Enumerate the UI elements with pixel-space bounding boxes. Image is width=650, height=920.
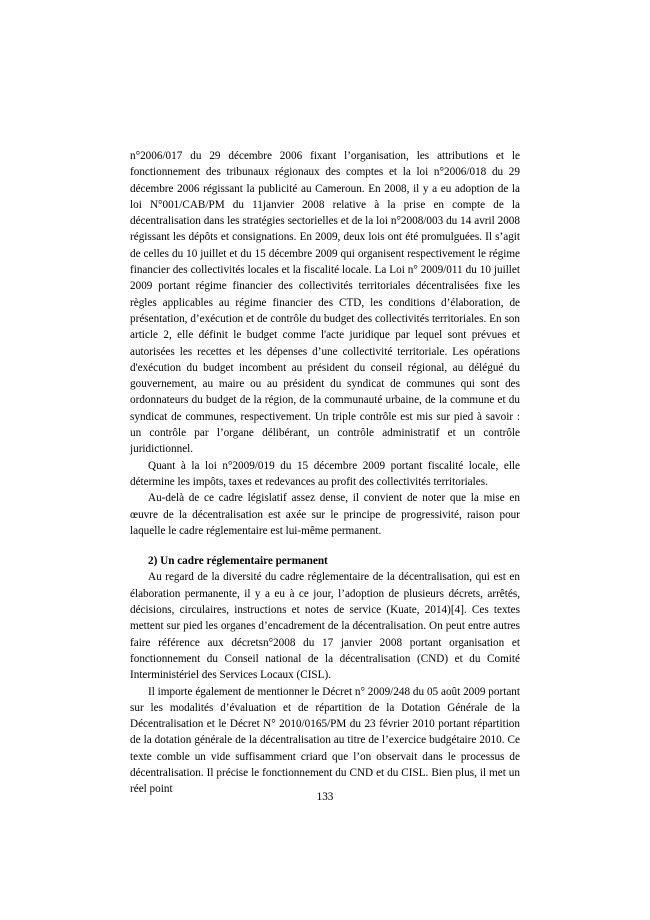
paragraph-textes-reglementaires: Au regard de la diversité du cadre réglementaire de la décentralisation, qui est en élaboration permanente, il y a eu à ce jour, l’adoption de plusieurs décrets, arrêtés, décisions, circulaires, instructions et notes de service (Kuate, 2014)[4]. Ces textes mettent sur pied les organes d’encadrement de la décentralisation. On peut entre autres faire référence aux décretsn°2008 du 17 janvier 2008 portant organisation et fonctionnement du Conseil national de la décentralisation (CND) et du Comité Interministériel des Services Locaux (CISL). <box>130 571 520 682</box>
paragraph-fiscalite-locale: Quant à la loi n°2009/019 du 15 décembre 2009 portant fiscalité locale, elle détermine les impôts, taxes et redevances au profit des collectivités territoriales. <box>130 459 520 488</box>
paragraph-progressivite: Au-delà de ce cadre législatif assez dense, il convient de noter que la mise en œuvre de la décentralisation est axée sur le principe de progressivité, raison pour laquelle le cadre réglementaire est lui-même permanent. <box>130 492 520 537</box>
paragraph-decret-dotation: Il importe également de mentionner le Décret n° 2009/248 du 05 août 2009 portant sur les modalités d’évaluation et de répartition de la Dotation Générale de la Décentralisation et le Décret N° 2010/0165/PM du 23 février 2010 portant répartition de la dotation générale de la décentralisation au titre de l’exercice budgétaire 2010. Ce texte comble un vide suffisamment criard que l’on observait dans le processus de décentralisation. Il précise le fonctionnement du CND et du CISL. Bien plus, il met un réel point <box>130 685 520 796</box>
page-number: 133 <box>316 791 334 803</box>
paragraph-continued: n°2006/017 du 29 décembre 2006 fixant l’organisation, les attributions et le fonctionnement des tribunaux régionaux des comptes et la loi n°2006/018 du 29 décembre 2006 régissant la publicité au Cameroun. En 2008, il y a eu adoption de la loi N°001/CAB/PM du 11janvier 2008 relative à la prise en compte de la décentralisation dans les stratégies sectorielles et de la loi n°2008/003 du 14 avril 2008 régissant les dépôts et consignations. En 2009, deux lois ont été promulguées. Il s’agit de celles du 10 juillet et du 15 décembre 2009 qui organisent respectivement le régime financier des collectivités locales et la fiscalité locale. La Loi n° 2009/011 du 10 juillet 2009 portant régime financier des collectivités territoriales décentralisées fixe les règles applicables au régime financier des CTD, les conditions d’élaboration, de présentation, d’exécution et de contrôle du budget des collectivités territoriales. En son article 2, elle définit le budget comme l'acte juridique par lequel sont prévues et autorisées les recettes et les dépenses d’une collectivité territoriale. Les opérations d'exécution du budget incombent au président du conseil régional, au délégué du gouvernement, au maire ou au président du syndicat de communes qui sont des ordonnateurs du budget de la région, de la communauté urbaine, de la commune et du syndicat de communes, respectivement. Un triple contrôle est mis sur pied à savoir : un contrôle par l’organe délibérant, un contrôle administratif et un contrôle juridictionnel. <box>130 150 520 456</box>
section-heading-cadre-reglementaire: 2) Un cadre réglementaire permanent <box>148 555 328 568</box>
document-text-column <box>130 148 520 798</box>
